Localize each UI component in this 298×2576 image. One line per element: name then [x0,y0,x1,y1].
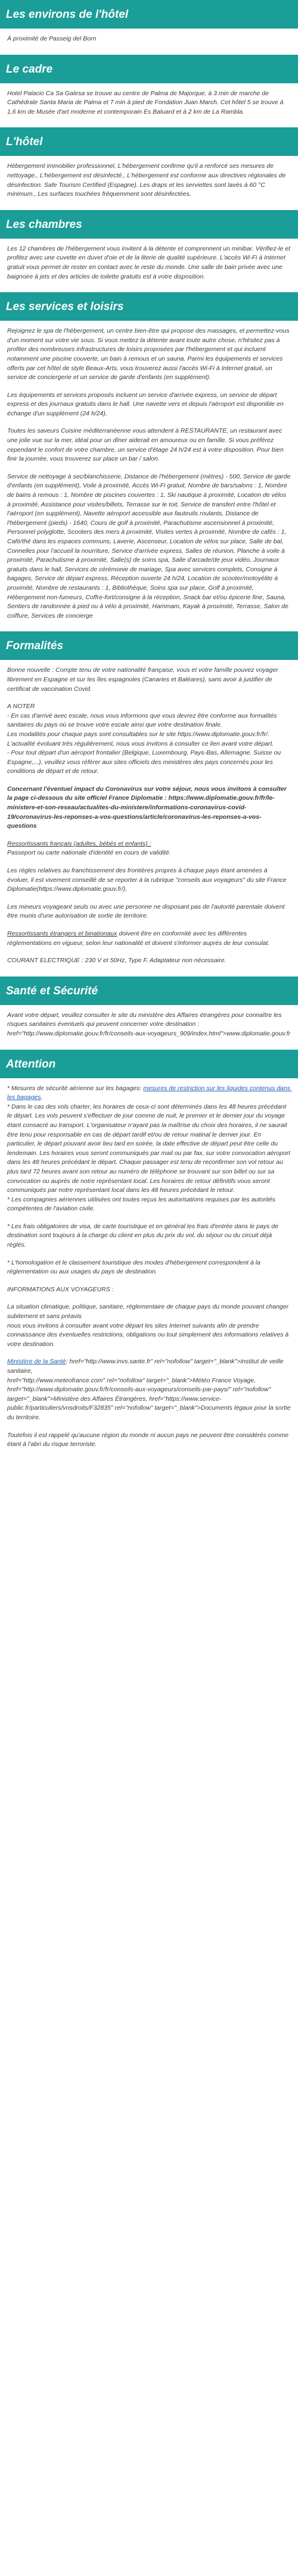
section-title-cadre: Le cadre [0,55,298,83]
services-paragraph: Rejoignez le spa de l'hébergement, un centre bien-être qui propose des massages, et permettez-vous d'un moment sur votre vie sous. Si vous mettez la détente avant toute autre chose, n'hésitez pas à profiter des nombreuses infrastructures de loisirs proposées par l'hébergement et qui incluent notamment une piscine couverte, un bain à remous et un sauna. Parmi les équipements et services offerts par cet hôtel de style Beaux-Arts, vous trouverez aussi l'accès Wi-Fi à Internet gratuit, un service de conciergerie et un service de garde d'enfants (en supplément). [7,327,291,381]
section-title-attention: Attention [0,1050,298,1078]
formalites-electricity: COURANT ELECTRIQUE : 230 V et 50Hz, Type F. Adaptateur non nécessaire. [7,957,226,965]
formalites-foreigners-text: doivent être en conformité avec les différentes réglementations en vigueur, selon leur nationalité et doivent s'informer auprès de leur consulat. [7,930,270,947]
attention-info-heading: INFORMATIONS AUX VOYAGEURS : [7,1285,114,1293]
formalites-documents-heading: Ressortissants français (adultes, bébés et enfants) : [7,840,151,847]
section-sante [0,976,298,1046]
section-body-cadre [0,83,298,124]
formalites-paragraph: Les règles relatives au franchissement des frontières propres à chaque pays étant amenées à évoluer, il est vivement conseillé de se reporter à la rubrique "conseils aux voyageurs" du site France Diplomatie(https://www.diplomatie.gouv.fr/). [7,867,288,893]
section-services [0,292,298,628]
section-chambres [0,210,298,289]
section-body-services [0,321,298,628]
section-title-chambres: Les chambres [0,210,298,239]
formalites-paragraph: Les mineurs voyageant seuls ou avec une personne ne disposant pas de l'autorité parentale doivent être munis d'une autorisation de sortie de territoire. [7,903,287,920]
attention-paragraph: La situation climatique, politique, sanitaire, réglementaire de chaque pays du monde pouvant changer subitement et sans préavis nous vous invitons à consulter avant votre départ les sites Internet suivants afin de prendre connaissance des éventuelles restrictions, obligations ou tout simplement des informations relatives à votre destination. [7,1303,289,1348]
hotel-text: Hébergement immobilier professionnel, L'hébergement confirme qu'il a renforcé ses mesures de nettoyage., L'hébergement est désinfecté., L'hébergement est conforme aux directives régionales de désinfection. Safe Tourism Certified (Espagne). Les draps et les serviettes sont lavés à 60 °C minimum., Les surfaces touchées fréquemment sont désinfectées. [7,162,288,198]
section-title-hotel: L'hôtel [0,127,298,156]
section-title-services: Les services et loisirs [0,292,298,321]
attention-flights [7,1084,291,1214]
formalites-documents-text: Passeport ou carte nationale d'identité en cours de validité. [7,849,171,857]
attention-paragraph: * Les frais obligatoires de visa, de carte touristique et en général les frais d'entrée dans le pays de destination sont toujours à la charge du client en plus du prix du vol, du séjour ou du circuit déjà réglés. [7,1222,280,1249]
formalites-note: A NOTER - En cas d'arrivé avec escale, nous vous informons que vous devrez être conforme aux formalités sanitaires du pays où se trouve votre escale ainsi que votre destination finale. Les modalités pour chaque pays sont consultables sur le site https://www.diplomatie.gouv.fr/fr/. L'actualité évoluant très régulièrement, nous vous invitons à consulter ce lien avant votre départ. - Pour tout départ d'un aéroport frontalier (Belgique, Luxembourg, Pays-Bas, Allemagne, Suisse ou Espagne,...), veuillez vous référer aux sites officiels des ministères des pays concernés pour les conditions de départ et de retour. [7,703,281,775]
section-body-attention [0,1078,298,1457]
attention-luggage-text: * Mesures de sécurité aérienne sur les bagages: [7,1084,144,1092]
attention-paragraph: * L'homologation et le classement touristique des modes d'hébergement correspondent à la réglementation ou aux usages du pays de destination. [7,1259,262,1276]
sante-text: Avant votre départ, veuillez consulter le site du ministère des Affaires étrangères pour connaître les risques sanitaires éventuels qui peuvent concerner votre destination : href="http://www.diplomatie.gouv.fr/fr/conseils-aux-voyageurs_909/index.html">www.diplomatie.gouv.fr [7,1011,291,1037]
section-title-formalites: Formalités [0,631,298,660]
attention-flights-text: . * Dans le cas des vols charter, les horaires de ceux-ci sont déterminés dans les 48 heures précédant le départ. Les vols peuvent s'effectuer de jour comme de nuit, le premier et le dernier jour du voyage étant consacré au transport. L'organisateur n'ayant pas la maîtrise du choix des horaires, il ne saurait être tenu pour responsable en cas de départ tardif et/ou de retour matinal le dernier jour. En particulier, le départ pouvant avoir lieu tard en soirée, la date effective de départ peut être celle du lendemain. Les horaires vous seront communiqués par mail ou par fax, sur votre convocation aéroport dans les 48 heures précédant le départ. Chaque passager est tenu de reconfirmer son vol retour au plus tard 72 heures avant son retour au numéro de téléphone se trouvant sur son billet ou sur sa convocation ou auprès de notre représentant local. Les horaires de retour définitifs vous seront communiqués par notre représentant local dans les 48 heures précédant le retour. * Les compagnies aériennes utilisées ont toutes reçus les autorisations requises par les autorités compétentes de l'aviation civile. [7,1094,291,1213]
liquids-restriction-link[interactable]: mesures de restriction sur les liquides contenus dans les bagages [7,1084,293,1101]
section-hotel [0,127,298,206]
formalites-foreigners [7,929,291,948]
services-paragraph: Les équipements et services proposés incluent un service d'arrivée express, un service de départ express et des journaux gratuits dans le hall. Une navette vers et depuis l'aéroport est disponible en échange d'un supplément (24 h/24). [7,391,285,417]
section-cadre [0,55,298,124]
section-formalites [0,631,298,972]
section-body-environs [0,29,298,51]
ministere-sante-link[interactable]: Ministère de la Santé [7,1358,66,1366]
formalites-coronavirus: Concernant l'éventuel impact du Coronavirus sur votre séjour, nous vous invitons à consulter la page ci-dessous du site officiel France Diplomatie : https://www.diplomatie.gouv.fr/fr/le-ministere-et-son-reseau/actualites-du-ministere/informations-coronavirus-covid-19/coronavirus-les-reponses-a-vos-questions/article/coronavirus-les-reponses-a-vos-questions [7,785,288,830]
section-title-environs: Les environs de l'hôtel [0,0,298,29]
attention-links-text: : href="http://www.invs.sante.fr" rel="nofollow" target="_blank">Institut de veille sanitaire, href="http://www.meteofrance.com" rel="nofollow" target="_blank">Météo France Voyage, href="http://www.diplomatie.gouv.fr/fr/conseils-aux-voyageurs/conseils-par-pays/" rel="nofollow" target="_blank">Ministère des Affaires Étrangères, href="https://www.service-public.fr/particuliers/vosdroits/F32835" rel="nofollow" target="_blank">Documents légaux pour la sortie du territoire. [7,1358,291,1421]
section-environs [0,0,298,51]
formalites-paragraph: Bonne nouvelle : Compte tenu de votre nationalité française, vous et votre famille pouvez voyager librement en Espagne et sur les îles espagnoles (Canaries et Baléares), sans avoir à justifier de certificat de vaccination Covid. [7,666,280,693]
attention-links [7,1357,291,1422]
section-title-sante: Santé et Sécurité [0,976,298,1005]
section-body-hotel [0,156,298,206]
formalites-foreigners-heading: Ressortissants étrangers et binationaux [7,930,117,937]
services-amenities-list: Service de nettoyage à sec/blanchisserie, Distance de l'hébergement (mètres) - 500, Service de garde d'enfants (en supplément), Voile à proximité, Accès Wi-Fi gratuit, Nombre de bars/salons : 1, Nombre de bains à remous : 1, Nombre de piscines couvertes : 1, Ski nautique à proximité, Location de vélos à proximité, Assistance pour visites/billets, Terrasse sur le toit, Service de transfert entre l'hôtel et l'aéroport (en supplément), Navette aéroport accessible aux fauteuils roulants, Distance de l'hébergement (pieds) - 1640, Cours de golf à proximité, Parachutisme ascensionnel à proximité, Personnel polyglotte, Scooters des mers à proximité, Visites vertes à proximité, Nombre de cafés : 1, Café/thé dans les espaces communs, Laverie, Ascenseur, Location de vélos sur place, Salle de bal, Connelles pour l'accueil la nourriture, Service d'arrivée express, Salles de réunion, Planche à voile à proximité, Parachutisme à proximité, Salle(s) de soins spa, Salle d'arcade/de jeux vidéo, Journaux gratuits dans le hall, Services de cérémonie de mariage, Spa avec services complets, Consigne à bagages, Service de départ express, Réception ouverte 24 h/24, Location de scooter/motoyélite à proximité, Nombre de restaurants : 1, Bibliothèque, Soins spa sur place, Golf à proximité, Hébergement non-fumeurs, Coffre-fort/consigne à la réception, Snack bar et/ou épicerie fine, Sauna, Sentiers de randonnée à pied ou à vélo à proximité, Hammam, Kayak à proximité, Terrasse, Salon de coiffure, Services de concierge [7,472,293,619]
section-body-sante [0,1005,298,1046]
services-paragraph: Toutes les saveurs Cuisine méditerranéenne vous attendent à RESTAURANTE, un restaurant avec une jolie vue sur la mer, idéal pour un dîner aiderait en amoureux ou en famille. Si vous préférez cependant le confort de votre chambre, un service d'étage 24 h/24 est à votre disposition. Pour bien finir la journée, vous trouverez sur place un bar / salon. [7,427,285,463]
cadre-text: Hotel Palacio Ca Sa Galesa se trouve au centre de Palma de Majorque, à 3 min de marche de Cathédrale Santa Maria de Palma et 7 min à pied de Fondation Juan March. Cet hôtel 5 se trouve à 1,6 km de Musée d'art moderne et contemporain Es Baluard et à 2 km de La Rambla. [7,89,285,115]
section-body-formalites [0,660,298,972]
attention-terrorism: Toutefois il est rappelé qu'aucune région du monde ni aucun pays ne peuvent être considérés comme étant à l'abri du risque terroriste. [7,1431,291,1448]
section-body-chambres [0,239,298,289]
formalites-documents [7,840,291,858]
chambres-text: Les 12 chambres de l'hébergement vous invitent à la détente et comprennent un minibar. Vérifiez-le et profitez avec une cuvette en duvet d'oie et de la literie de qualité supérieure. L'accès Wi-Fi à Internet gratuit vous permet de rester en contact avec le reste du monde. Une salle de bain privée avec une baignoire à jets et des articles de toilette gratuits est à votre disposition. [7,245,292,280]
section-attention [0,1050,298,1457]
environs-text: À proximité de Passeig del Born [7,35,97,42]
